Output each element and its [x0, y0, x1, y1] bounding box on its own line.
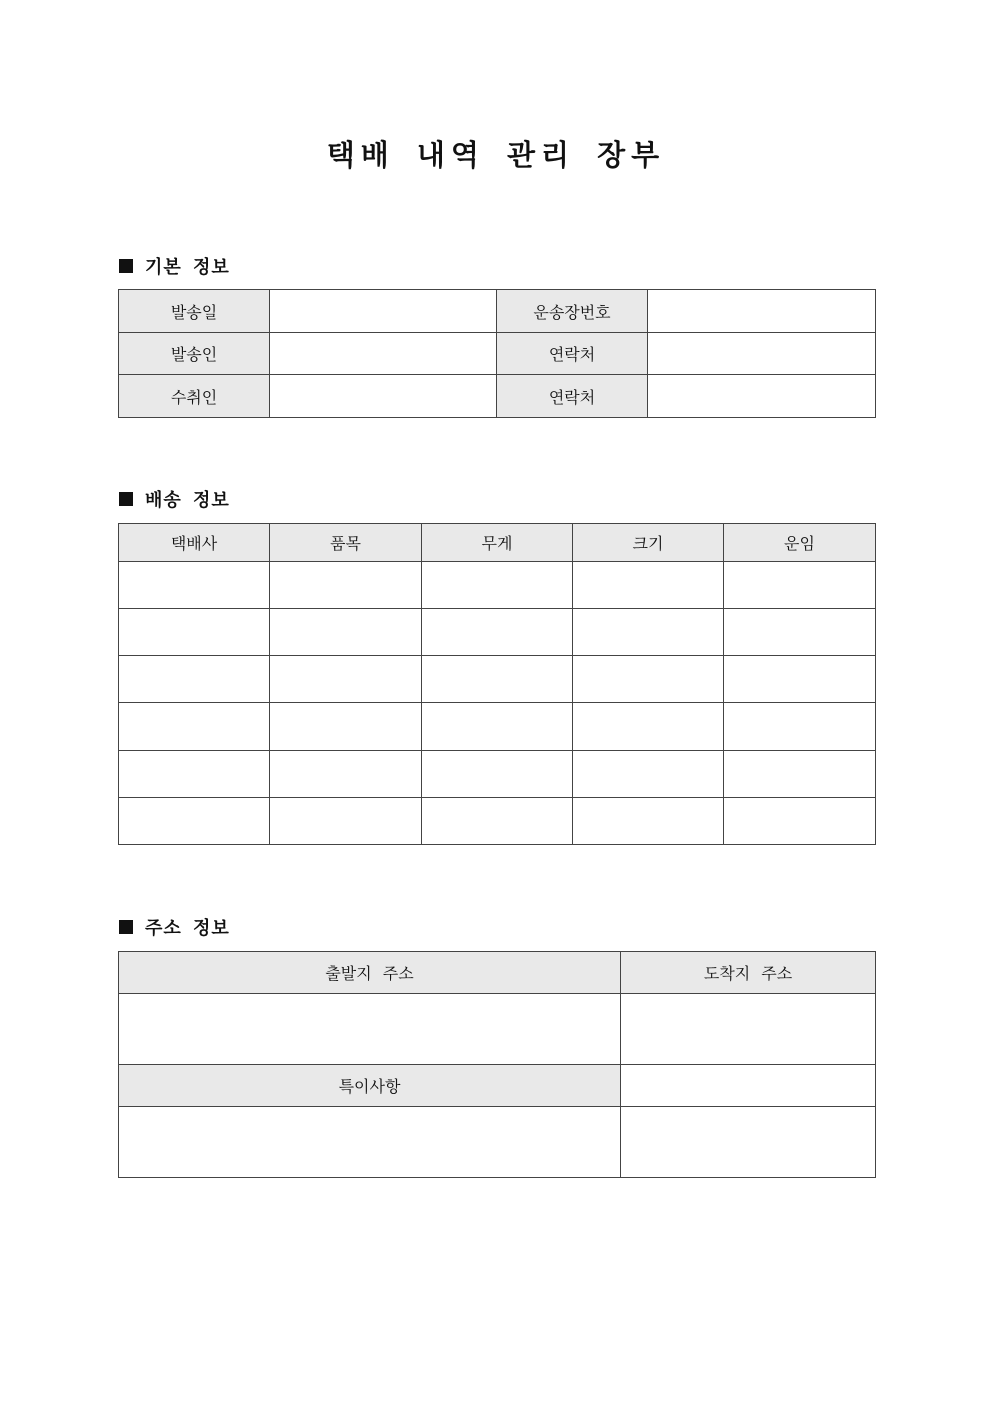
weight-cell[interactable]	[422, 703, 573, 751]
label-sender-contact: 연락처	[497, 333, 648, 375]
send-date-field[interactable]	[270, 290, 497, 333]
table-row	[119, 609, 876, 656]
table-row	[119, 1065, 876, 1107]
fee-cell[interactable]	[724, 798, 876, 845]
table-row	[119, 703, 876, 751]
label-sender: 발송인	[119, 333, 270, 375]
size-cell[interactable]	[573, 609, 724, 656]
courier-cell[interactable]	[119, 798, 270, 845]
section-heading-label: 배송 정보	[145, 490, 230, 511]
courier-cell[interactable]	[119, 656, 270, 703]
item-cell[interactable]	[270, 609, 422, 656]
section-heading-label: 기본 정보	[145, 257, 230, 278]
courier-cell[interactable]	[119, 609, 270, 656]
label-tracking-number: 운송장번호	[497, 290, 648, 333]
label-recipient: 수취인	[119, 375, 270, 418]
black-square-icon	[119, 492, 133, 506]
courier-cell[interactable]	[119, 562, 270, 609]
weight-cell[interactable]	[422, 609, 573, 656]
size-cell[interactable]	[573, 562, 724, 609]
address-info-table	[118, 951, 876, 1178]
notes-extra-field[interactable]	[621, 1107, 876, 1178]
sender-contact-field[interactable]	[648, 333, 876, 375]
table-row	[119, 798, 876, 845]
label-recipient-contact: 연락처	[497, 375, 648, 418]
page-title: 택배 내역 관리 장부	[326, 138, 666, 172]
item-cell[interactable]	[270, 751, 422, 798]
fee-cell[interactable]	[724, 703, 876, 751]
column-header-courier: 택배사	[119, 524, 270, 562]
sender-field[interactable]	[270, 333, 497, 375]
table-header-row	[119, 952, 876, 994]
delivery-info-table	[118, 523, 876, 845]
table-row	[119, 1107, 876, 1178]
origin-address-field[interactable]	[119, 994, 621, 1065]
table-row	[119, 290, 876, 333]
table-row	[119, 333, 876, 375]
size-cell[interactable]	[573, 798, 724, 845]
fee-cell[interactable]	[724, 562, 876, 609]
label-notes: 특이사항	[119, 1065, 621, 1107]
courier-cell[interactable]	[119, 751, 270, 798]
table-header-row	[119, 524, 876, 562]
recipient-contact-field[interactable]	[648, 375, 876, 418]
column-header-fee: 운임	[724, 524, 876, 562]
fee-cell[interactable]	[724, 656, 876, 703]
column-header-size: 크기	[573, 524, 724, 562]
section-heading-address	[119, 914, 230, 940]
table-row	[119, 375, 876, 418]
size-cell[interactable]	[573, 656, 724, 703]
fee-cell[interactable]	[724, 609, 876, 656]
label-send-date: 발송일	[119, 290, 270, 333]
weight-cell[interactable]	[422, 751, 573, 798]
item-cell[interactable]	[270, 656, 422, 703]
weight-cell[interactable]	[422, 656, 573, 703]
courier-cell[interactable]	[119, 703, 270, 751]
notes-side-field[interactable]	[621, 1065, 876, 1107]
label-destination-address: 도착지 주소	[621, 952, 876, 994]
section-heading-delivery	[119, 486, 230, 512]
column-header-weight: 무게	[422, 524, 573, 562]
black-square-icon	[119, 259, 133, 273]
column-header-item: 품목	[270, 524, 422, 562]
weight-cell[interactable]	[422, 562, 573, 609]
item-cell[interactable]	[270, 798, 422, 845]
recipient-field[interactable]	[270, 375, 497, 418]
notes-field[interactable]	[119, 1107, 621, 1178]
black-square-icon	[119, 920, 133, 934]
size-cell[interactable]	[573, 751, 724, 798]
section-heading-basic	[119, 253, 230, 279]
fee-cell[interactable]	[724, 751, 876, 798]
size-cell[interactable]	[573, 703, 724, 751]
tracking-number-field[interactable]	[648, 290, 876, 333]
basic-info-table	[118, 289, 876, 418]
label-origin-address: 출발지 주소	[119, 952, 621, 994]
table-row	[119, 751, 876, 798]
weight-cell[interactable]	[422, 798, 573, 845]
section-heading-label: 주소 정보	[145, 918, 230, 939]
item-cell[interactable]	[270, 562, 422, 609]
table-row	[119, 994, 876, 1065]
table-row	[119, 656, 876, 703]
table-row	[119, 562, 876, 609]
item-cell[interactable]	[270, 703, 422, 751]
destination-address-field[interactable]	[621, 994, 876, 1065]
